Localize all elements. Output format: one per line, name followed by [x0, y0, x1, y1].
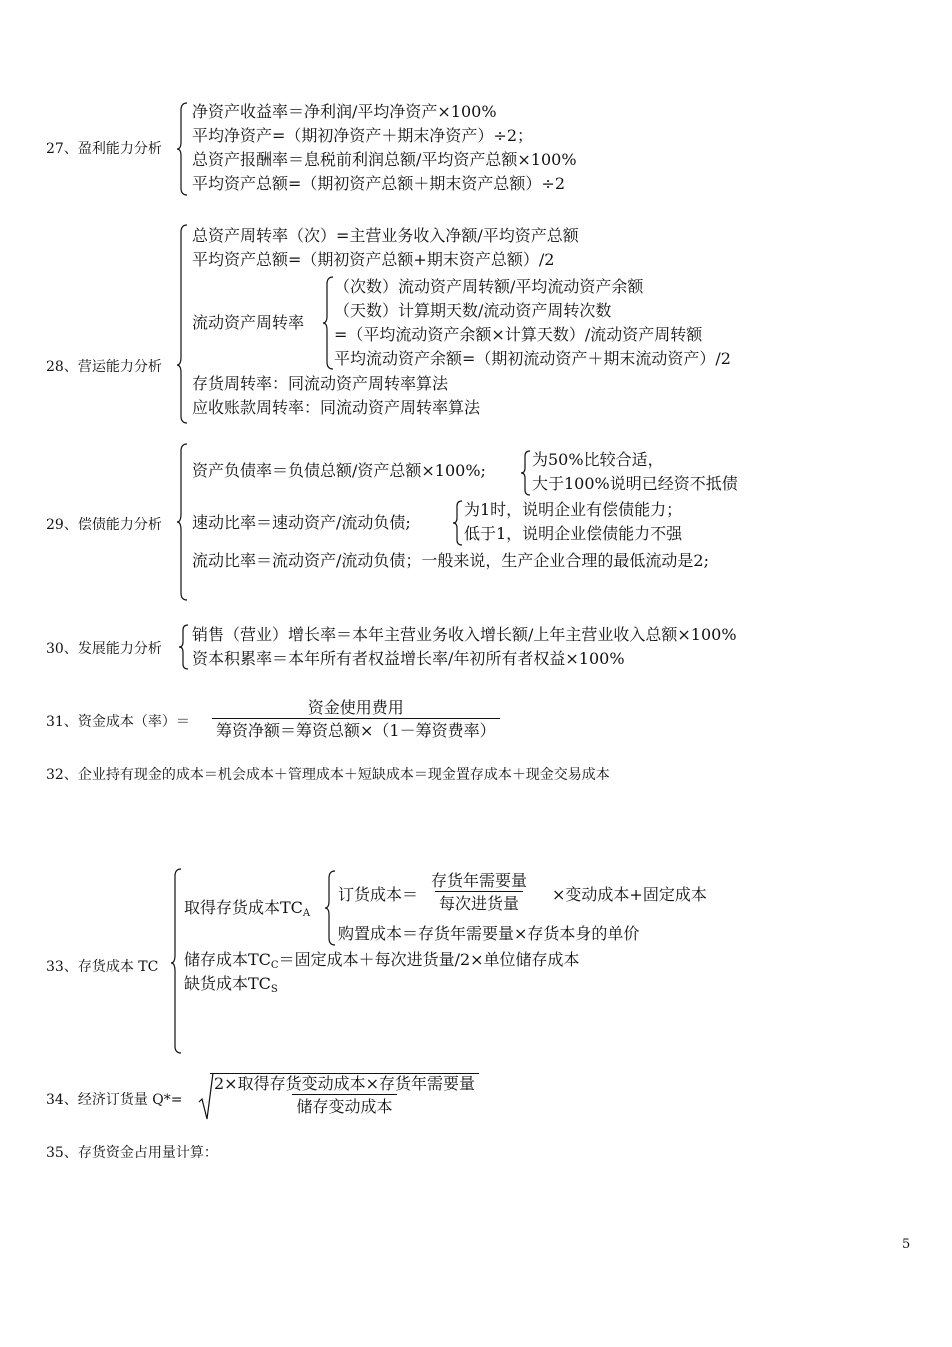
item-28-line-4: 存货周转率：同流动资产周转率算法 [192, 374, 449, 393]
item-31-fraction [212, 698, 500, 740]
item-28-sub-1: （次数）流动资产周转额/平均流动资产余额 [334, 277, 644, 296]
item-31-label: 31、资金成本（率）＝ [46, 714, 190, 730]
item-33-acq-brace [324, 870, 338, 946]
item-28-sub-4: 平均流动资产余额=（期初流动资产＋期末流动资产）/2 [334, 349, 731, 368]
item-33-shortage-sub: S [270, 984, 278, 995]
item-33-order-fraction [427, 871, 531, 913]
item-27-line-4: 平均资产总额=（期初资产总额＋期末资产总额）÷2 [192, 174, 565, 193]
item-34-label: 34、经济订货量 Q*= [46, 1092, 183, 1108]
item-35-text: 35、存货资金占用量计算： [46, 1145, 218, 1161]
item-29-sub1-2: 大于100%说明已经资不抵债 [532, 474, 738, 493]
item-29-sub2-1: 为1时，说明企业有偿债能力； [464, 500, 683, 519]
item-33-storage-tail: ＝固定成本＋每次进货量/2×单位储存成本 [278, 950, 580, 969]
item-33-storage [184, 950, 580, 976]
item-27-line-3: 总资产报酬率＝息税前利润总额/平均资产总额×100% [192, 150, 577, 169]
item-28-sub-2: （天数）计算期天数/流动资产周转次数 [334, 301, 612, 320]
item-29-line-1: 资产负债率＝负债总额/资产总额×100%; [192, 461, 486, 480]
item-33-storage-sub: C [270, 960, 279, 971]
item-33-acquisition [184, 898, 310, 924]
item-30-line-1: 销售（营业）增长率＝本年主营业务收入增长额/上年主营业收入总额×100% [192, 625, 737, 644]
item-34-numerator: 2×取得存货变动成本×存货年需要量 [214, 1074, 475, 1093]
item-28-label: 28、营运能力分析 [46, 359, 162, 375]
item-33-storage-text: 储存成本TC [184, 950, 271, 969]
item-27-line-1: 净资产收益率＝净利润/平均净资产×100% [192, 102, 497, 121]
item-33-shortage-text: 缺货成本TC [184, 974, 271, 993]
item-30-brace [178, 624, 190, 670]
item-29-sub1-brace [520, 450, 532, 496]
item-27-label: 27、盈利能力分析 [46, 141, 162, 157]
page-number: 5 [902, 1237, 911, 1252]
item-33-shortage [184, 974, 278, 1000]
item-32-text: 32、企业持有现金的成本＝机会成本＋管理成本＋短缺成本＝现金置存成本＋现金交易成本 [46, 767, 610, 783]
item-29-line-2: 速动比率＝速动资产/流动负债; [192, 513, 411, 532]
item-29-sub2-brace [452, 500, 464, 546]
item-28-brace [176, 224, 190, 424]
item-29-sub2-2: 低于1，说明企业偿债能力不强 [464, 524, 683, 543]
item-29-label: 29、偿债能力分析 [46, 517, 162, 533]
item-33-order-denominator: 每次进货量 [435, 891, 523, 913]
item-28-line-5: 应收账款周转率：同流动资产周转率算法 [192, 398, 481, 417]
item-30-label: 30、发展能力分析 [46, 641, 162, 657]
item-31-denominator: 筹资净额＝筹资总额×（1－筹资费率） [212, 718, 500, 740]
item-33-order-label: 订货成本＝ [338, 885, 419, 904]
item-28-line-2: 平均资产总额=（期初资产总额+期末资产总额）/2 [192, 250, 555, 269]
item-34-denominator: 储存变动成本 [292, 1094, 396, 1116]
item-29-brace [176, 443, 190, 601]
item-33-order-numerator: 存货年需要量 [431, 871, 528, 890]
item-31-numerator: 资金使用费用 [307, 698, 404, 717]
item-29-line-3: 流动比率＝流动资产/流动负债；一般来说，生产企业合理的最低流动是2; [192, 551, 709, 570]
item-27-line-2: 平均净资产=（期初净资产＋期末净资产）÷2； [192, 126, 533, 145]
item-33-brace [170, 868, 184, 1054]
item-29-sub1-1: 为50%比较合适， [532, 450, 664, 469]
item-28-line-3: 流动资产周转率 [192, 313, 305, 332]
item-33-acquisition-text: 取得存货成本TC [184, 898, 303, 917]
item-27-brace [176, 102, 190, 196]
item-28-sub-3: =（平均流动资产余额×计算天数）/流动资产周转额 [334, 325, 703, 344]
item-33-acquisition-sub: A [302, 908, 311, 919]
item-28-line-1: 总资产周转率（次）=主营业务收入净额/平均资产总额 [192, 226, 579, 245]
item-33-purchase: 购置成本＝存货年需要量×存货本身的单价 [338, 924, 640, 943]
item-30-line-2: 资本积累率＝本年所有者权益增长率/年初所有者权益×100% [192, 649, 625, 668]
item-34-fraction [210, 1073, 479, 1116]
item-33-label: 33、存货成本 TC [46, 959, 159, 975]
item-33-order-tail: ×变动成本+固定成本 [552, 885, 707, 904]
